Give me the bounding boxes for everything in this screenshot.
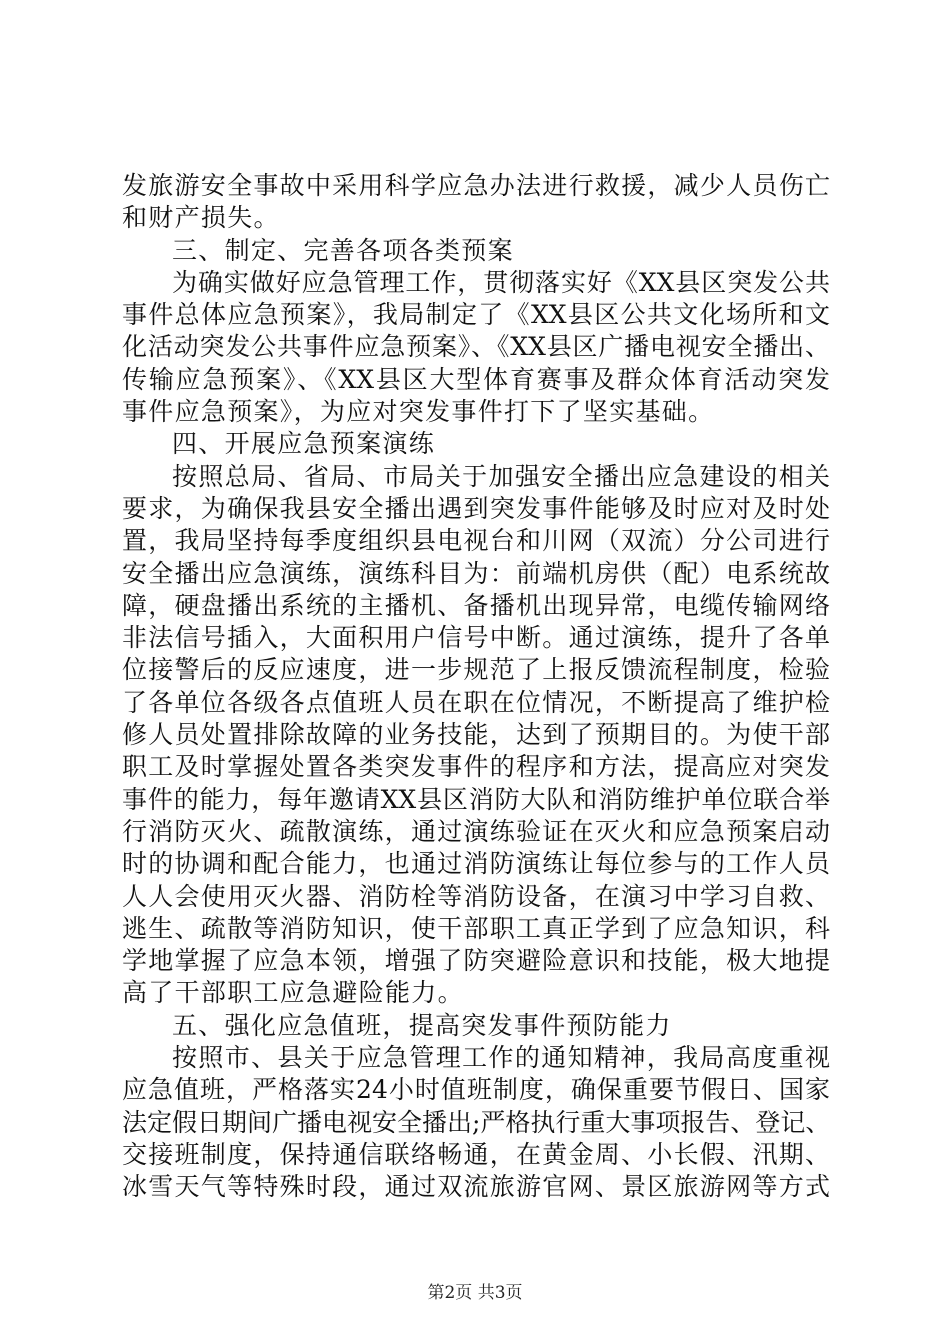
text-line: 职工及时掌握处置各类突发事件的程序和方法，提高应对突发 bbox=[122, 752, 830, 782]
text-line: 高了干部职工应急避险能力。 bbox=[122, 978, 464, 1008]
text-line: 学地掌握了应急本领，增强了防突避险意识和技能，极大地提 bbox=[122, 946, 830, 976]
text-line: 化活动突发公共事件应急预案》、《XX县区广播电视安全播出、 bbox=[122, 332, 830, 362]
text-line: 交接班制度，保持通信联络畅通，在黄金周、小长假、汛期、 bbox=[122, 1139, 830, 1169]
text-line: 事件的能力，每年邀请XX县区消防大队和消防维护单位联合举 bbox=[122, 784, 830, 814]
text-line: 了各单位各级各点值班人员在职在位情况，不断提高了维护检 bbox=[122, 687, 830, 717]
text-line: 人人会使用灭火器、消防栓等消防设备，在演习中学习自救、 bbox=[122, 881, 830, 911]
text-line: 障，硬盘播出系统的主播机、备播机出现异常，电缆传输网络 bbox=[122, 590, 830, 620]
text-line: 修人员处置排除故障的业务技能，达到了预期目的。为使干部 bbox=[122, 720, 830, 750]
text-line: 事件应急预案》，为应对突发事件打下了坚实基础。 bbox=[122, 397, 715, 427]
text-line: 逃生、疏散等消防知识，使干部职工真正学到了应急知识，科 bbox=[122, 913, 830, 943]
text-line: 发旅游安全事故中采用科学应急办法进行救援，减少人员伤亡 bbox=[122, 171, 830, 200]
text-line: 非法信号插入，大面积用户信号中断。通过演练，提升了各单 bbox=[122, 623, 830, 653]
text-line: 事件总体应急预案》，我局制定了《XX县区公共文化场所和文 bbox=[122, 300, 830, 330]
text-line: 位接警后的反应速度，进一步规范了上报反馈流程制度，检验 bbox=[122, 655, 830, 685]
body-text bbox=[122, 170, 830, 1204]
text-line: 四、开展应急预案演练 bbox=[172, 429, 436, 459]
text-line: 要求，为确保我县安全播出遇到突发事件能够及时应对及时处 bbox=[122, 493, 830, 523]
text-line: 冰雪天气等特殊时段，通过双流旅游官网、景区旅游网等方式 bbox=[122, 1172, 830, 1202]
text-line: 五、强化应急值班，提高突发事件预防能力 bbox=[172, 1010, 672, 1040]
text-line: 应急值班，严格落实24小时值班制度，确保重要节假日、国家 bbox=[122, 1075, 830, 1105]
text-line: 时的协调和配合能力，也通过消防演练让每位参与的工作人员 bbox=[122, 849, 830, 879]
text-line: 安全播出应急演练，演练科目为：前端机房供（配）电系统故 bbox=[122, 558, 830, 588]
text-line: 行消防灭火、疏散演练，通过演练验证在灭火和应急预案启动 bbox=[122, 816, 830, 846]
text-line: 按照总局、省局、市局关于加强安全播出应急建设的相关 bbox=[172, 461, 830, 491]
page-footer: 第2页 共3页 bbox=[427, 1283, 523, 1303]
text-line: 传输应急预案》、《XX县区大型体育赛事及群众体育活动突发 bbox=[122, 364, 830, 394]
text-line: 三、制定、完善各项各类预案 bbox=[172, 235, 514, 265]
text-line: 法定假日期间广播电视安全播出;严格执行重大事项报告、登记、 bbox=[122, 1107, 830, 1137]
text-line: 为确实做好应急管理工作，贯彻落实好《XX县区突发公共 bbox=[172, 267, 830, 297]
text-line: 和财产损失。 bbox=[122, 203, 280, 233]
text-line: 按照市、县关于应急管理工作的通知精神，我局高度重视 bbox=[172, 1043, 830, 1073]
text-line: 置，我局坚持每季度组织县电视台和川网（双流）分公司进行 bbox=[122, 526, 830, 556]
